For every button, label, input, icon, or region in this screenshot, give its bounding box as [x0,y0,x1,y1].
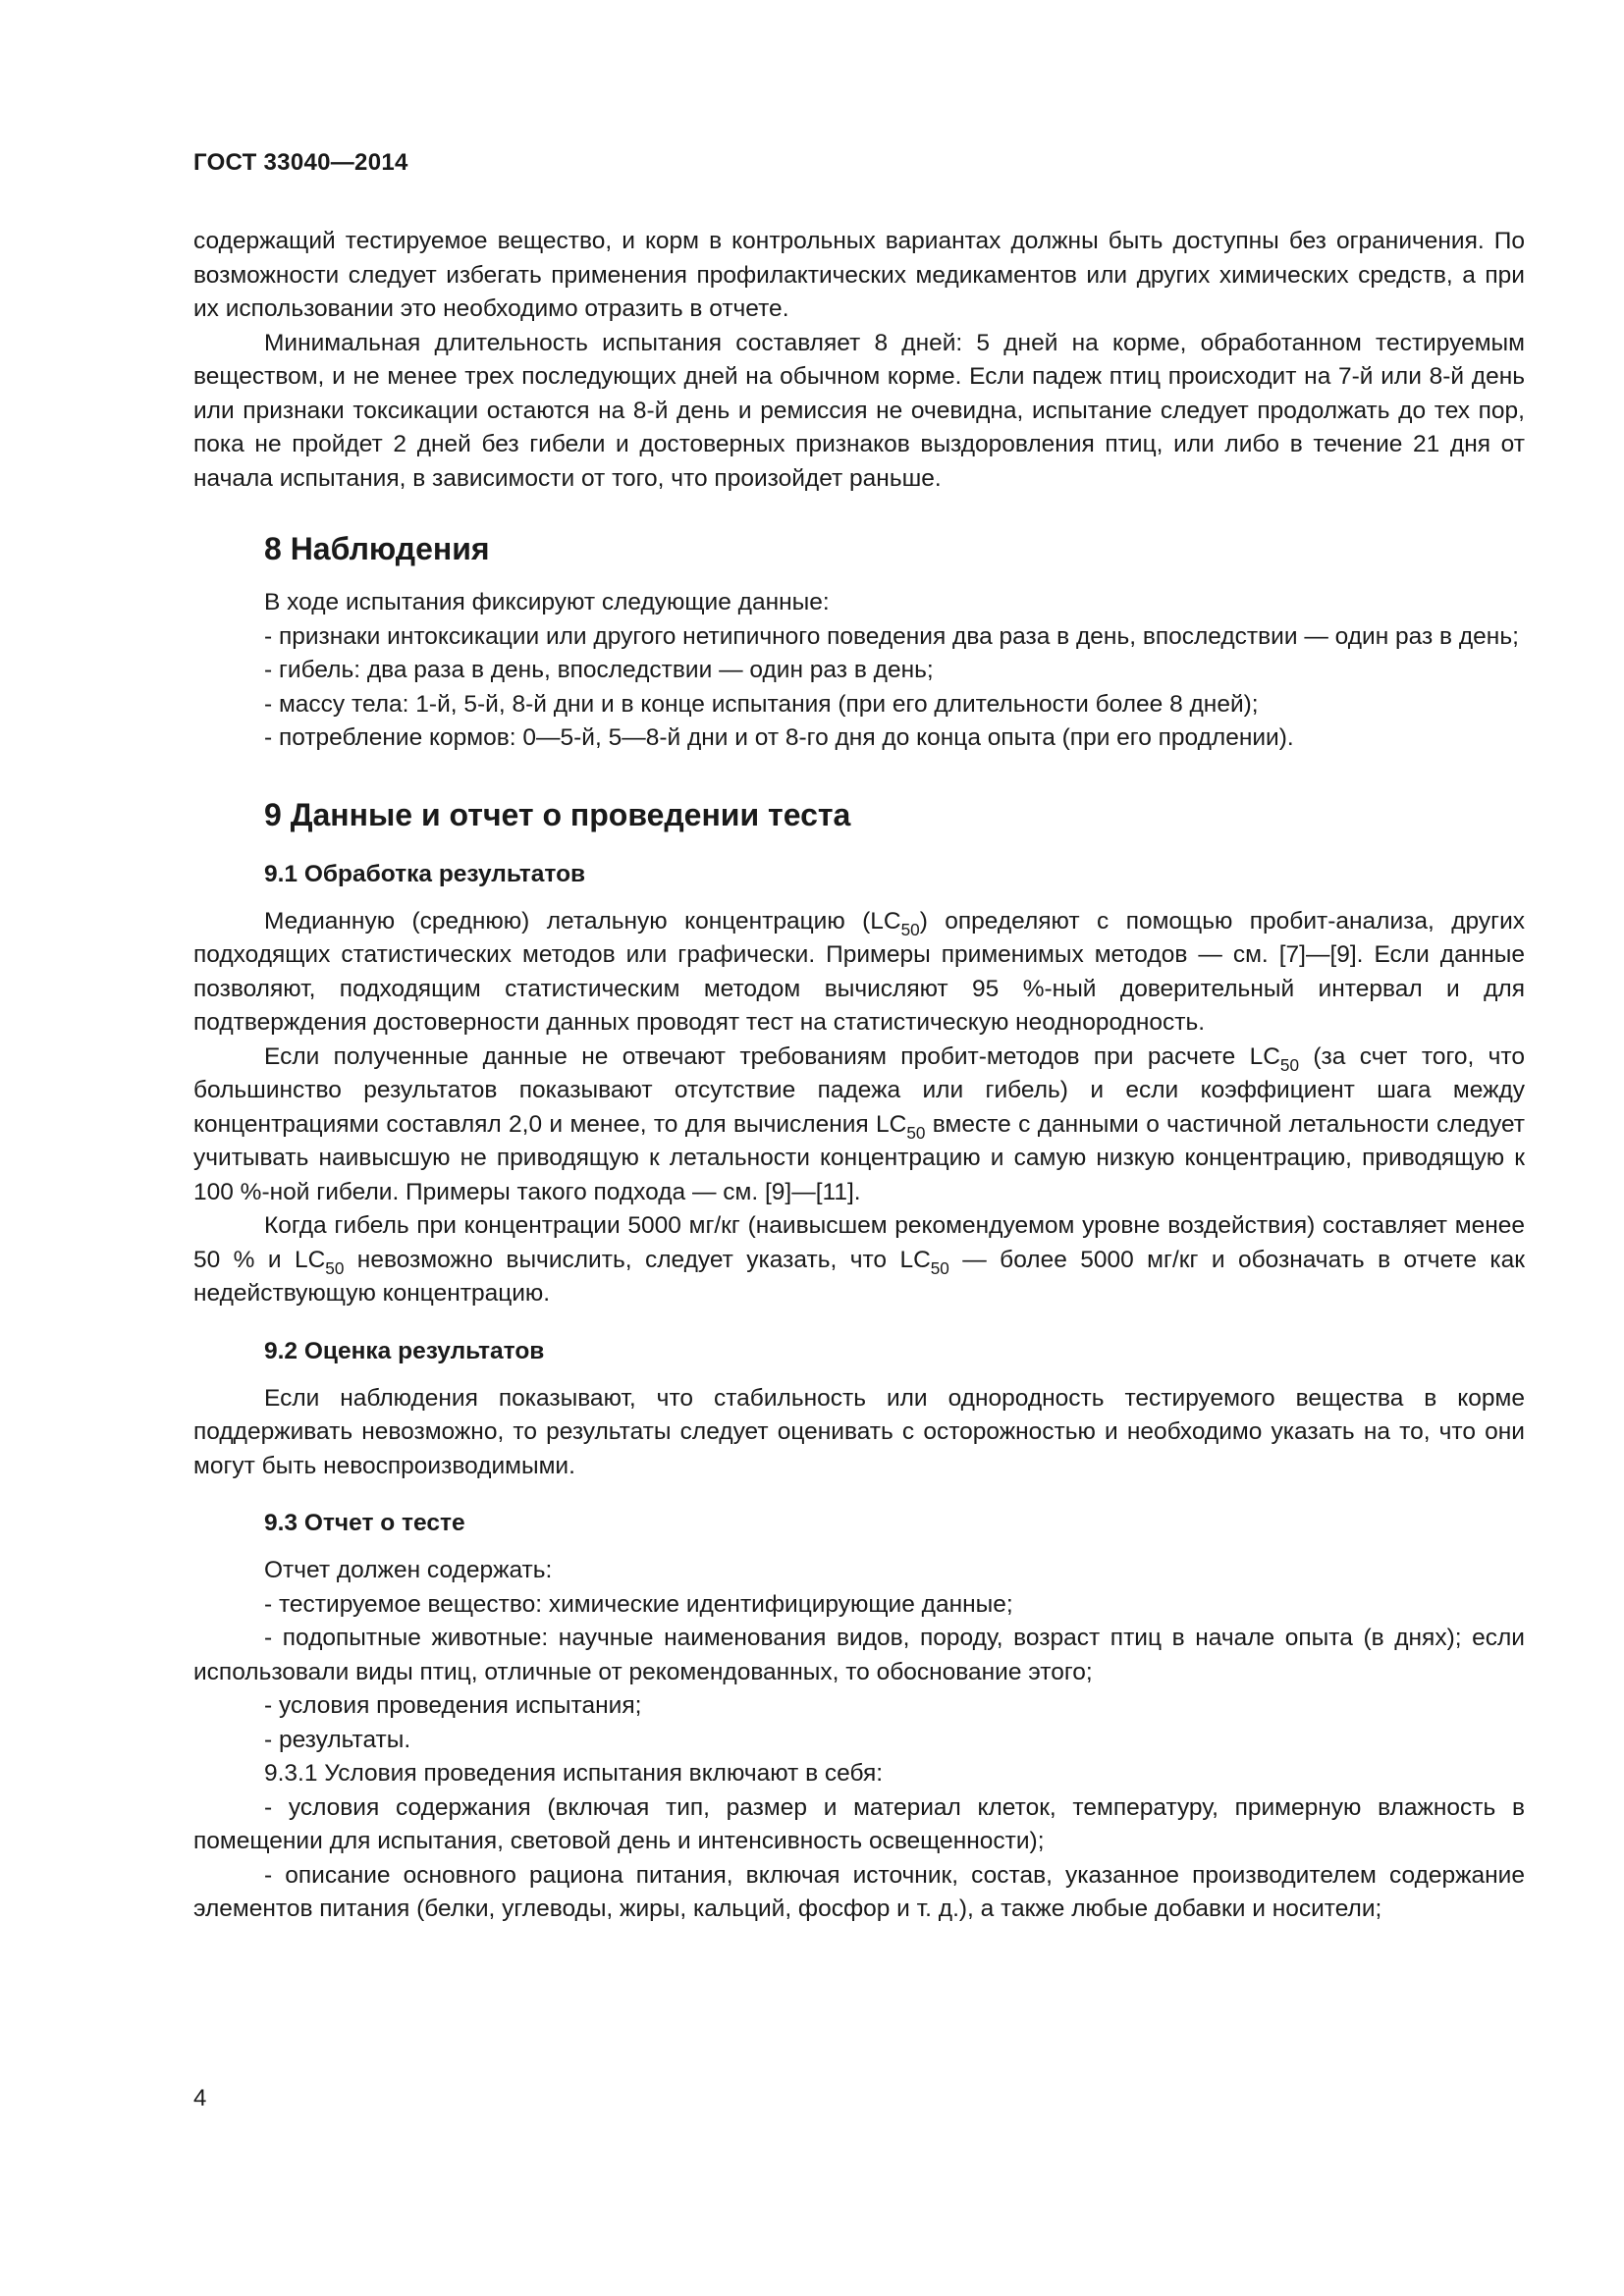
list-item: - условия содержания (включая тип, размер и материал клеток, температуру, примерную влажность в помещении для испытания, световой день и интенсивность освещенности); [193,1793,1525,1854]
list-item: - гибель: два раза в день, впоследствии — один раз в день; [264,657,934,683]
paragraph: Медианную (среднюю) летальную концентрацию $(LC_{50})$ определяют с помощью пробит-анализа, других подходящих статистических методов или графически. Примеры применимых методов — см. [7]—[9]. Если данные позволяют, подходящим статистическим методом вычисляют 95 %-ный доверительный интервал и для подтверждения достоверности данных проводят тест на статистическую неоднородность. [193,907,1526,1036]
subsection-9-1-heading: 9.1 Обработка результатов [264,860,586,887]
list-item: - условия проведения испытания; [264,1692,642,1719]
paragraph: Когда гибель при концентрации 5000 мг/кг (наивысшем рекомендуемом уровне воздействия) составляет менее 50 % и $LC_{50}$ невозможно вычислить, следует указать, что $LC_{50}$ — более 5000 мг/кг и обозначать в отчете как недействующую концентрацию. [193,1212,1525,1307]
page-number: 4 [193,2085,207,2111]
section-8-heading: 8 Наблюдения [264,531,490,566]
list-item: - подопытные животные: научные наименования видов, породу, возраст птиц в начале опыта (в днях); если использовали виды птиц, отличные от рекомендованных, то обоснование этого; [193,1625,1525,1685]
section-9-heading: 9 Данные и отчет о проведении теста [264,796,851,832]
list-item: - массу тела: 1-й, 5-й, 8-й дни и в конце испытания (при его длительности более 8 дней); [264,690,1259,718]
section-8-lead: В ходе испытания фиксируют следующие данные: [264,589,830,615]
document-code-header: ГОСТ 33040—2014 [193,149,408,176]
document-body [193,225,1525,1927]
paragraph: Отчет должен содержать: [264,1557,553,1583]
subsection-9-3-heading: 9.3 Отчет о тесте [264,1510,465,1536]
paragraph: Минимальная длительность испытания составляет 8 дней: 5 дней на корме, обработанном тестируемым веществом, и не менее трех последующих дней на обычном корме. Если падеж птиц происходит на 7-й или 8-й день или признаки токсикации остаются на 8-й день и ремиссия не очевидна, испытание следует продолжать до тех пор, пока не пройдет 2 дней без гибели и достоверных признаков выздоровления птиц, или либо в течение 21 дня от начала испытания, в зависимости от того, что произойдет раньше. [193,329,1525,492]
paragraph: содержащий тестируемое вещество, и корм в контрольных вариантах должны быть доступны без ограничения. По возможности следует избегать применения профилактических медикаментов или других химических средств, а при их использовании это необходимо отразить в отчете. [193,228,1525,322]
paragraph: Если полученные данные не отвечают требованиям пробит-методов при расчете $LC_{50}$ (за счет того, что большинство результатов показывают отсутствие падежа или гибель) и если коэффициент шага между концентрациями составлял 2,0 и менее, то для вычисления $LC_{50}$ вместе с данными о частичной летальности следует учитывать наивысшую не приводящую к летальности концентрацию и самую низкую концентрацию, приводящую к 100 %-ной гибели. Примеры такого подхода — см. [9]—[11]. [193,1042,1525,1205]
clause-9-3-1-lead: 9.3.1 Условия проведения испытания включают в себя: [264,1760,884,1787]
list-item: - тестируемое вещество: химические идентифицирующие данные; [264,1590,1013,1618]
list-item: - признаки интоксикации или другого нетипичного поведения два раза в день, впоследствии — один раз в день; [264,622,1519,650]
list-item: - описание основного рациона питания, включая источник, состав, указанное производителем содержание элементов питания (белки, углеводы, жиры, кальций, фосфор и т. д.), а также любые добавки и носители; [193,1861,1525,1922]
list-item: - результаты. [264,1726,411,1753]
paragraph: Если наблюдения показывают, что стабильность или однородность тестируемого вещества в корме поддерживать невозможно, то результаты следует оценивать с осторожностью и необходимо указать на то, что они могут быть невоспроизводимыми. [193,1384,1525,1479]
list-item: - потребление кормов: 0—5-й, 5—8-й дни и от 8-го дня до конца опыта (при его продлении). [264,724,1294,751]
subsection-9-2-heading: 9.2 Оценка результатов [264,1337,545,1364]
